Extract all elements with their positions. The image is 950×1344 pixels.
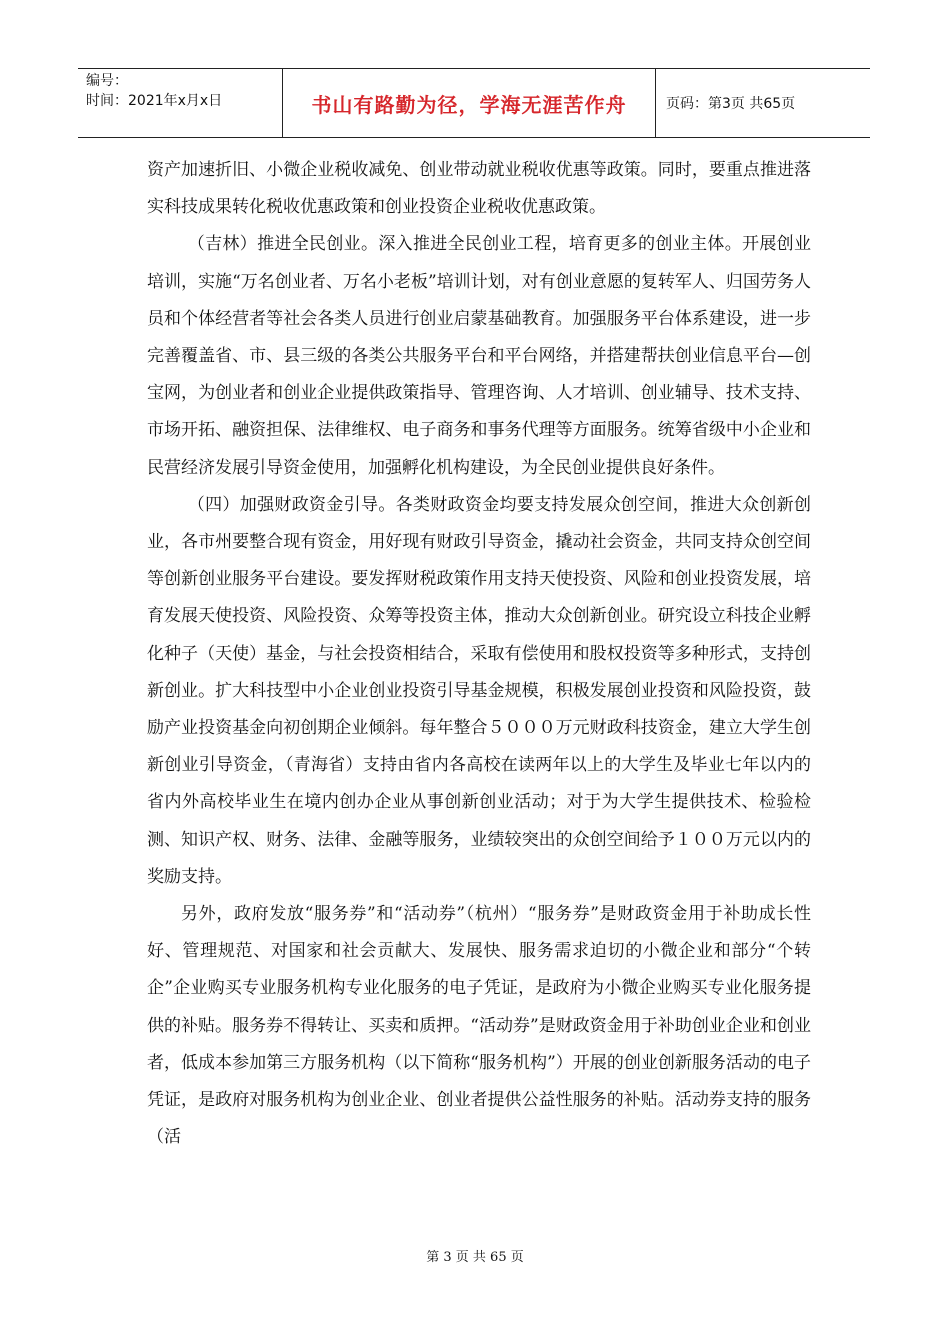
- page-footer: 第 3 页 共 65 页: [426, 1250, 524, 1265]
- paragraph-continuation: 资产加速折旧、小微企业税收减免、创业带动就业税收优惠等政策。同时，要重点推进落实科技成果转化税收优惠政策和创业投资企业税收优惠政策。: [147, 160, 811, 218]
- document-body: [147, 152, 811, 1156]
- document-date: 时间：2021年x月x日: [86, 93, 223, 109]
- paragraph-jilin: （吉林）推进全民创业。深入推进全民创业工程，培育更多的创业主体。开展创业培训，实施“万名创业者、万名小老板”培训计划，对有创业意愿的复转军人、归国劳务人员和个体经营者等社会各类人员进行创业启蒙基础教育。加强服务平台体系建设，进一步完善覆盖省、市、县三级的各类公共服务平台和平台网络，并搭建帮扶创业信息平台—创宝网，为创业者和创业企业提供政策指导、管理咨询、人才培训、创业辅导、技术支持、市场开拓、融资担保、法律维权、电子商务和事务代理等方面服务。统筹省级中小企业和民营经济发展引导资金使用，加强孵化机构建设，为全民创业提供良好条件。: [147, 234, 811, 478]
- header-motto: 书山有路勤为径，学海无涯苦作舟: [283, 69, 656, 137]
- paragraph-vouchers: 另外，政府发放“服务券”和“活动券”（杭州）“服务券”是财政资金用于补助成长性好、管理规范、对国家和社会贡献大、发展快、服务需求迫切的小微企业和部分“个转企”企业购买专业服务机构专业化服务的电子凭证，是政府为小微企业购买专业化服务提供的补贴。服务券不得转让、买卖和质押。“活动券”是财政资金用于补助创业企业和创业者，低成本参加第三方服务机构（以下简称“服务机构”）开展的创业创新服务活动的电子凭证，是政府对服务机构为创业企业、创业者提供公益性服务的补贴。活动券支持的服务（活: [147, 904, 811, 1148]
- paragraph-section-four: （四）加强财政资金引导。各类财政资金均要支持发展众创空间，推进大众创新创业，各市州要整合现有资金，用好现有财政引导资金，撬动社会资金，共同支持众创空间等创新创业服务平台建设。要发挥财税政策作用支持天使投资、风险和创业投资发展，培育发展天使投资、风险投资、众筹等投资主体，推动大众创新创业。研究设立科技企业孵化种子（天使）基金，与社会投资相结合，采取有偿使用和股权投资等多种形式，支持创新创业。扩大科技型中小企业创业投资引导基金规模，积极发展创业投资和风险投资，鼓励产业投资基金向初创期企业倾斜。每年整合５０００万元财政科技资金，建立大学生创新创业引导资金，（青海省）支持由省内各高校在读两年以上的大学生及毕业七年以内的省内外高校毕业生在境内创办企业从事创新创业活动；对于为大学生提供技术、检验检测、知识产权、财务、法律、金融等服务，业绩较突出的众创空间给予１００万元以内的奖励支持。: [147, 494, 811, 887]
- page-header: [78, 68, 870, 138]
- header-meta: [78, 69, 283, 137]
- document-number-label: 编号：: [86, 73, 128, 89]
- header-page-code: 页码：第3页 共65页: [666, 96, 796, 112]
